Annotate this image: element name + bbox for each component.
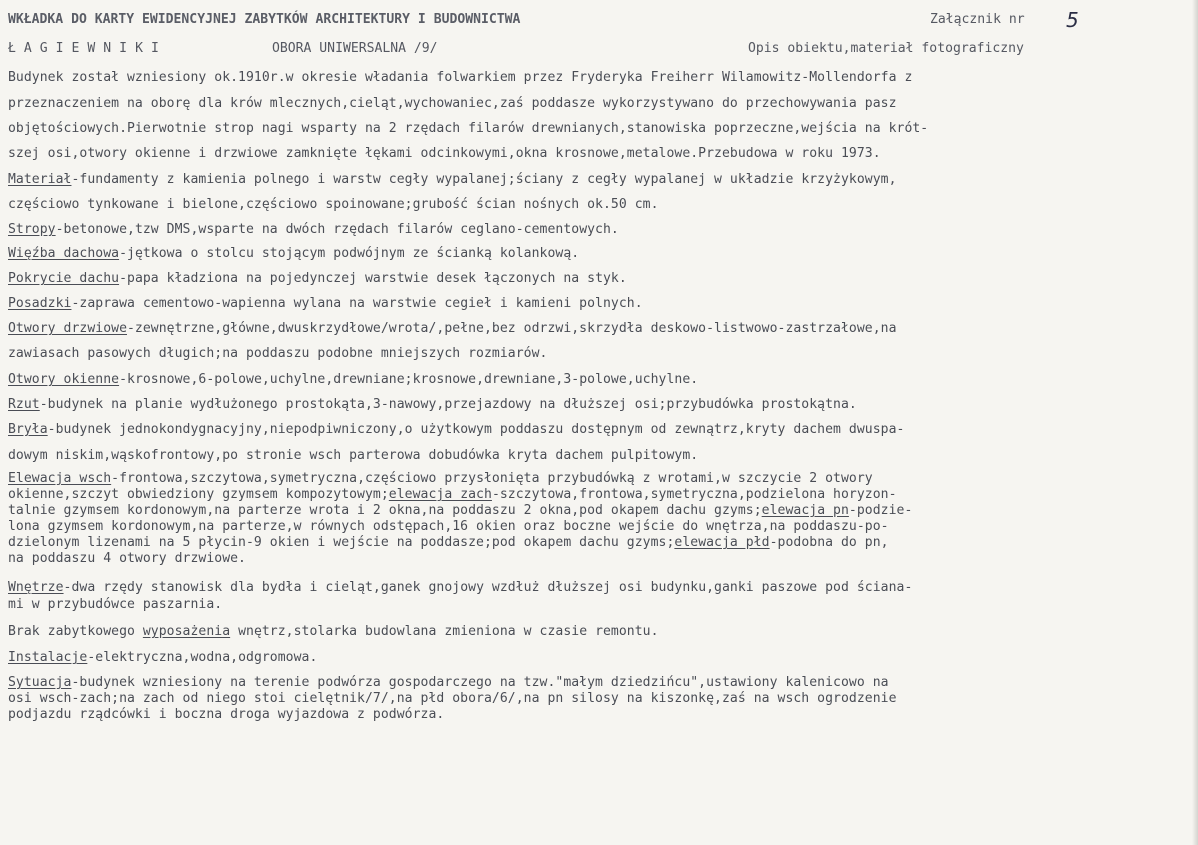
section-heading: Więźba dachowa [8,246,120,261]
text-line [8,580,912,596]
text-line [8,397,857,413]
text-span: Brak zabytkowego [8,624,143,639]
section-heading: Stropy [8,222,56,237]
section-label: Opis obiektu,materiał fotograficzny [748,41,1024,56]
text-line: mi w przybudówce paszarnia. [8,597,223,612]
text-line [8,422,904,438]
text-line [8,321,897,337]
section-heading: Otwory drzwiowe [8,321,127,336]
text-line [8,271,627,287]
attachment-number: 5 [1066,8,1079,32]
text-span: -budynek jednokondygnacyjny,niepodpiwniczony,o użytkowym poddaszu dostępnym od zewnątrz,kryty dachem dwuspa- [47,422,905,437]
text-span: -elektryczna,wodna,odgromowa. [87,650,318,665]
text-span: -papa kładziona na pojedynczej warstwie desek łączonych na styk. [119,271,627,286]
text-line [8,372,698,388]
section-heading: Wnętrze [8,580,64,595]
document-title: WKŁADKA DO KARTY EWIDENCYJNEJ ZABYTKÓW ARCHITEKTURY I BUDOWNICTWA [8,12,521,27]
text-span: -zaprawa cementowo-wapienna wylana na warstwie cegieł i kamieni polnych. [71,296,643,311]
section-heading: Pokrycie dachu [8,271,120,286]
text-span: -zewnętrzne,główne,dwuskrzydłowe/wrota/,pełne,bez odrzwi,skrzydła deskowo-listwowo-zastrzałowe,na [127,321,897,336]
text-span: -betonowe,tzw DMS,wsparte na dwóch rzędach filarów ceglano-cementowych. [55,222,619,237]
section-heading: elewacja płd [674,535,770,550]
text-line: przeznaczeniem na oborę dla krów mlecznych,cieląt,wychowaniec,zaś poddasze wykorzystywano do przechowywania pasz [8,96,897,111]
text-line [8,503,912,519]
text-line [8,296,643,312]
place-name: ŁAGIEWNIKI [8,41,167,56]
section-heading: Materiał [8,172,72,187]
text-line [8,535,889,551]
text-span: -budynek wzniesiony na terenie podwórza gospodarczego na tzw."małym dziedzińcu",ustawiony kalenicowo na [71,675,889,690]
section-heading: Rzut [8,397,40,412]
text-line: podjazdu rządcówki i boczna droga wyjazdowa z podwórza. [8,707,445,722]
text-span: dzielonym lizenami na 5 płycin-9 okien i wejście na poddasze;pod okapem dachu gzyms; [8,535,675,550]
text-line [8,487,897,503]
section-heading: Otwory okienne [8,372,120,387]
text-line: częściowo tynkowane i bielone,częściowo spoinowane;grubość ścian nośnych ok.50 cm. [8,197,659,212]
text-line: objętościowych.Pierwotnie strop nagi wsparty na 2 rzędach filarów drewnianych,stanowiska poprzeczne,wejścia na krót- [8,121,929,136]
text-line [8,650,317,666]
text-line: dowym niskim,wąskofrontowy,po stronie wsch parterowa dobudówka kryta dachem pulpitowym. [8,448,699,463]
text-span: -podobna do pn, [769,535,889,550]
text-line: na poddaszu 4 otwory drzwiowe. [8,551,246,566]
text-line: Budynek został wzniesiony ok.1910r.w okresie władania folwarkiem przez Fryderyka Freiherr Wilamowitz-Mollendorfa z [8,70,913,85]
text-line: szej osi,otwory okienne i drzwiowe zamknięte łękami odcinkowymi,okna krosnowe,metalowe.Przebudowa w roku 1973. [8,146,881,161]
text-span: -krosnowe,6-polowe,uchylne,drewniane;krosnowe,drewniane,3-polowe,uchylne. [119,372,699,387]
section-heading: elewacja pn [761,503,849,518]
section-heading: Elewacja wsch [8,471,112,486]
text-span: -dwa rzędy stanowisk dla bydła i cieląt,ganek gnojowy wzdłuż dłuższej osi budynku,ganki paszowe pod ściana- [63,580,913,595]
text-span: talnie gzymsem kordonowym,na parterze wrota i 2 okna,na poddaszu 2 okna,pod okapem dachu gzyms; [8,503,762,518]
text-line [8,624,659,640]
text-span: -podzie- [848,503,913,518]
text-line: lona gzymsem kordonowym,na parterze,w równych odstępach,16 okien oraz boczne wejście do wnętrza,na poddaszu-po- [8,519,889,534]
page-edge [1192,0,1198,845]
text-line [8,222,619,238]
text-line [8,675,889,691]
text-span: -szczytowa,frontowa,symetryczna,podzielona horyzon- [491,487,897,502]
text-span: wnętrz,stolarka budowlana zmieniona w czasie remontu. [230,624,659,639]
section-heading: Posadzki [8,296,72,311]
text-line [8,246,579,262]
text-line: osi wsch-zach;na zach od niego stoi cielętnik/7/,na płd obora/6/,na pn silosy na kiszonkę,zaś na wsch ogrodzenie [8,691,897,706]
text-span: -jętkowa o stolcu stojącym podwójnym ze ścianką kolankową. [119,246,580,261]
section-heading: Bryła [8,422,48,437]
text-line [8,471,873,487]
text-line [8,172,897,188]
section-heading: wyposażenia [142,624,231,639]
section-heading: Sytuacja [8,675,72,690]
text-span: okienne,szczyt obwiedziony gzymsem kompozytowym; [8,487,389,502]
text-span: -budynek na planie wydłużonego prostokąta,3-nawowy,przejazdowy na dłuższej osi;przybudówka prostokątna. [39,397,857,412]
section-heading: elewacja zach [388,487,492,502]
attachment-label: Załącznik nr [930,12,1025,27]
text-span: -fundamenty z kamienia polnego i warstw cegły wypalanej;ściany z cegły wypalanej w układzie krzyżykowym, [71,172,897,187]
text-line: zawiasach pasowych długich;na poddaszu podobne mniejszych rozmiarów. [8,346,548,361]
section-heading: Instalacje [8,650,88,665]
text-span: -frontowa,szczytowa,symetryczna,częściowo przysłonięta przybudówką z wrotami,w szczycie 2 otwory [111,471,873,486]
object-name: OBORA UNIWERSALNA /9/ [272,41,438,56]
